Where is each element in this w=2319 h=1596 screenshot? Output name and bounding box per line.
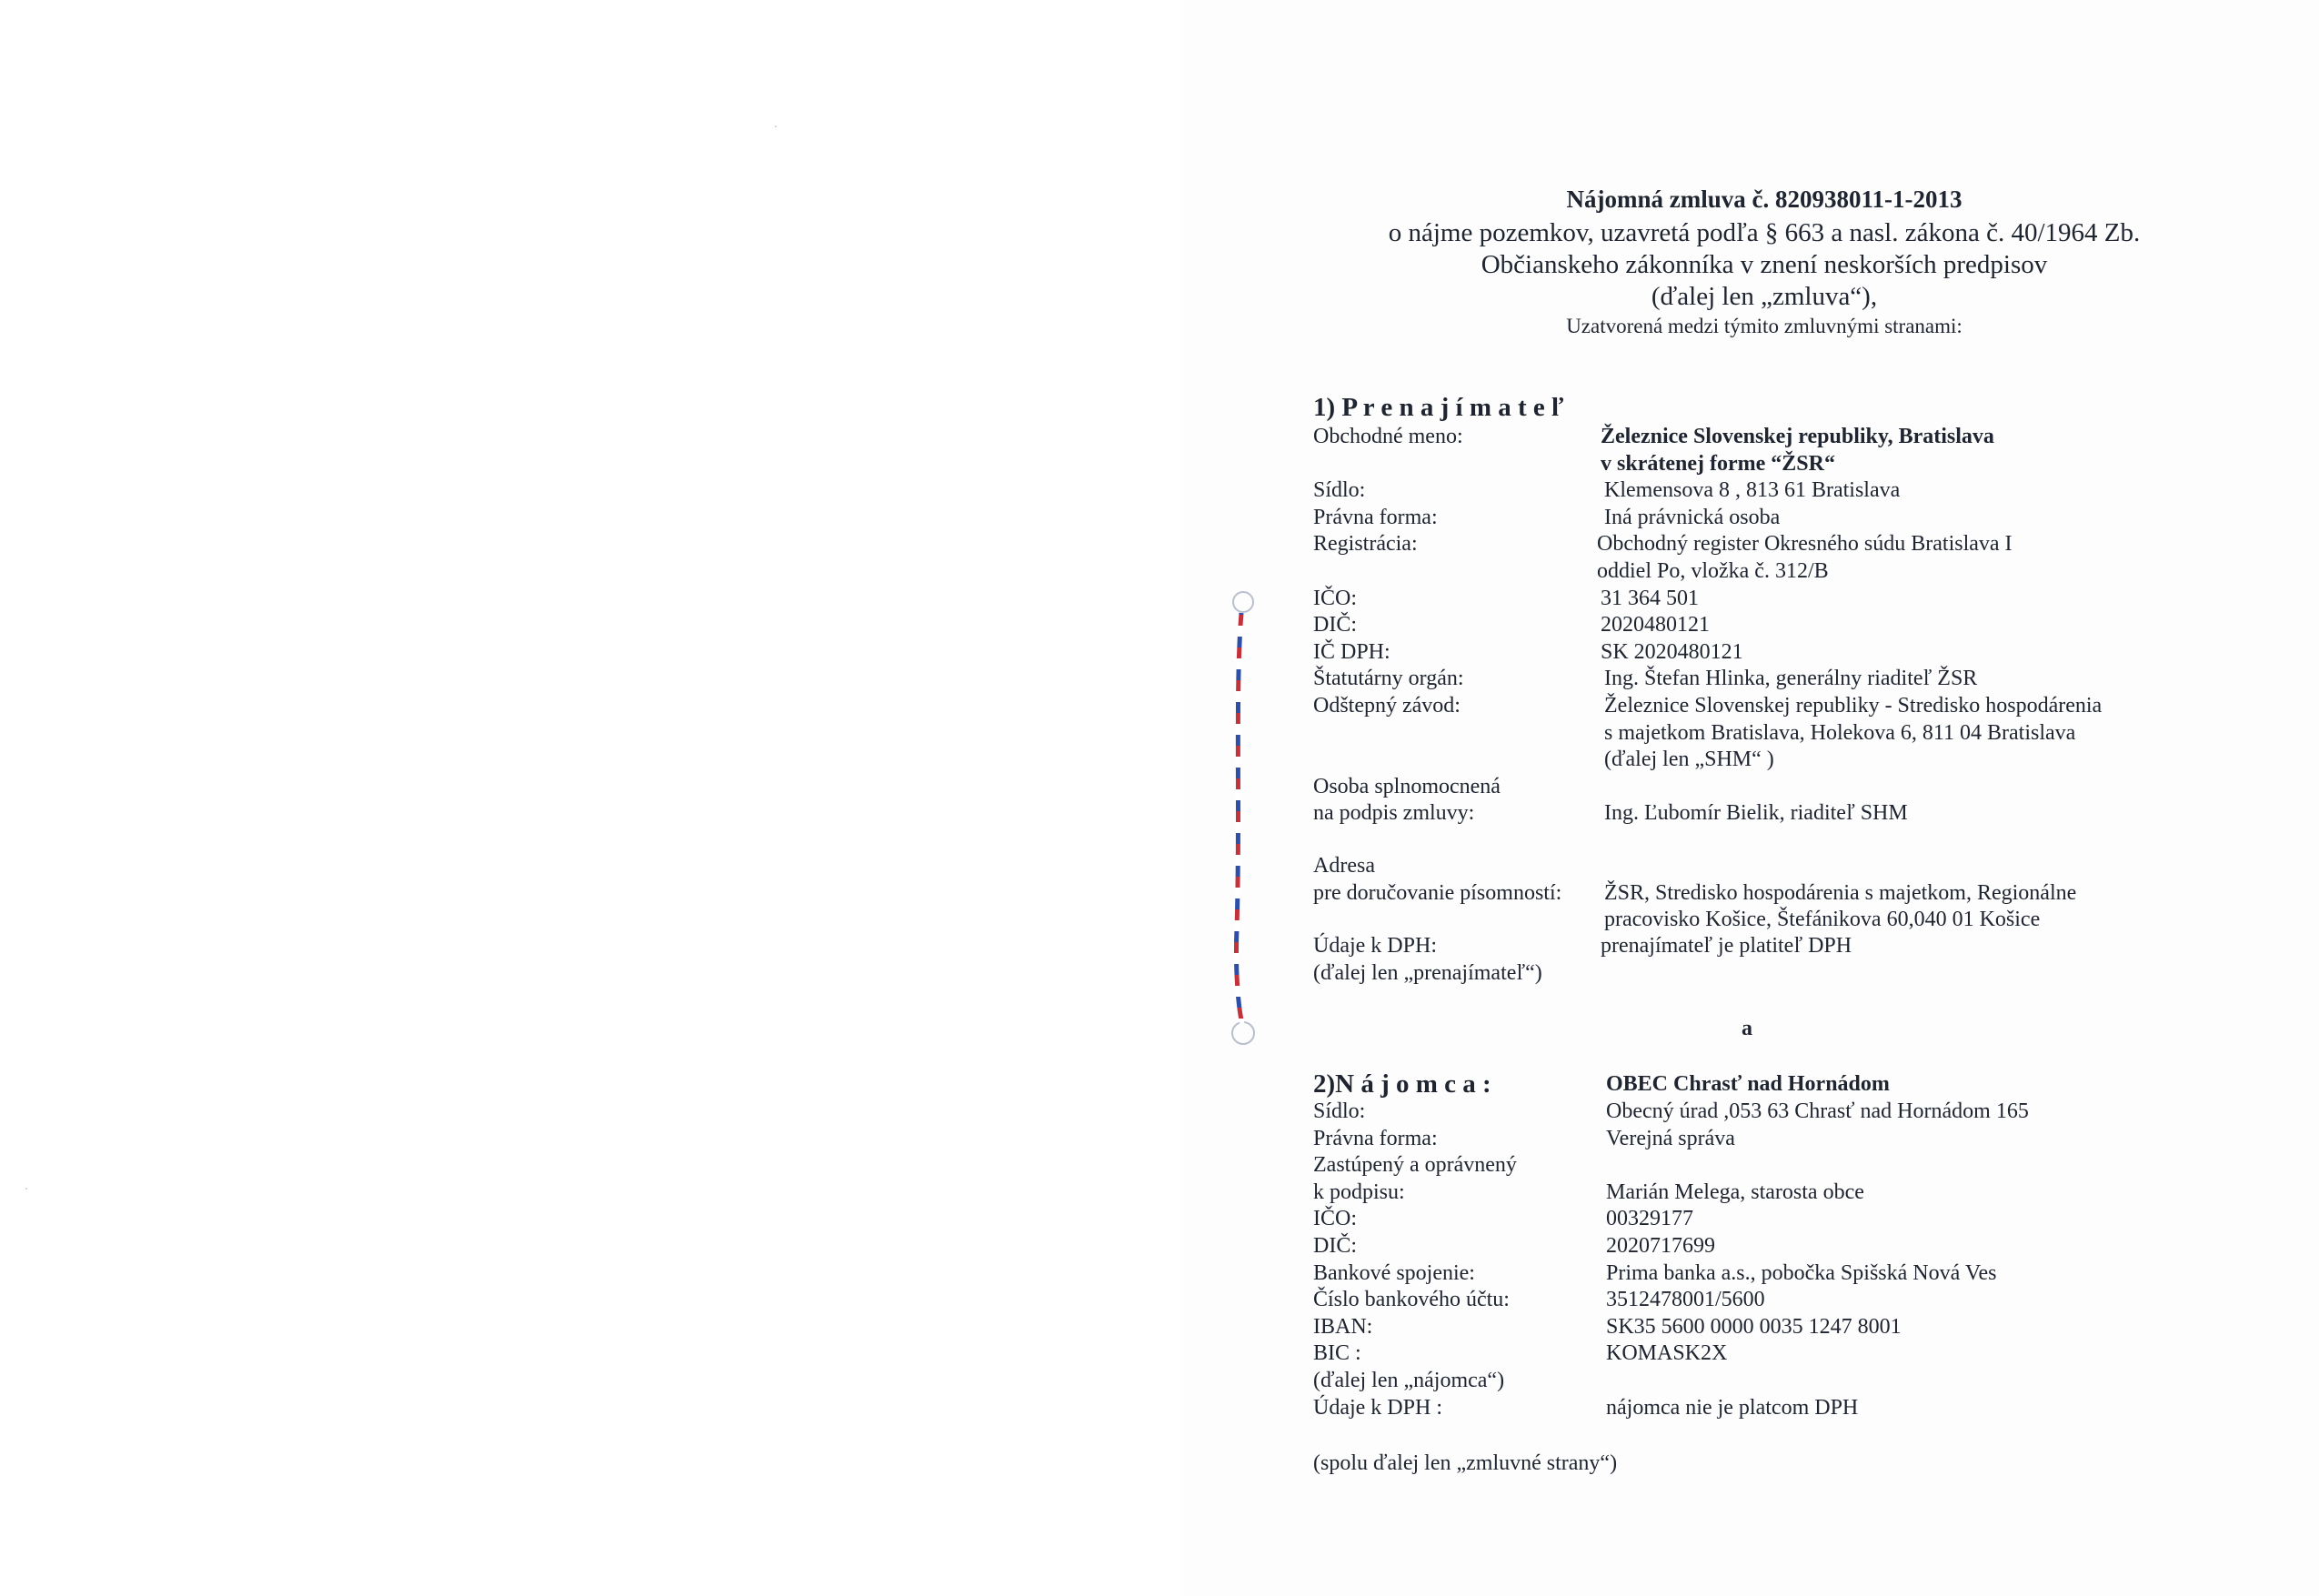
field-label: Zastúpený a oprávnený xyxy=(1313,1153,1517,1177)
field-label: Obchodné meno: xyxy=(1313,425,1463,448)
field-label: IČ DPH: xyxy=(1313,640,1390,664)
field-value: Obchodný register Okresného súdu Bratislava I xyxy=(1597,532,2013,556)
field-value: v skrátenej forme “ŽSR“ xyxy=(1601,452,1835,476)
field-label: Číslo bankového účtu: xyxy=(1313,1288,1510,1311)
field-value: pracovisko Košice, Štefánikova 60,040 01 Košice xyxy=(1604,908,2041,931)
field-value: Ing. Štefan Hlinka, generálny riaditeľ ŽSR xyxy=(1604,667,1978,690)
field-value: 31 364 501 xyxy=(1601,587,1699,610)
field-label: IČO: xyxy=(1313,1207,1357,1230)
field-label: Adresa xyxy=(1313,854,1375,878)
field-label: Údaje k DPH: xyxy=(1313,934,1437,958)
conjunction: a xyxy=(1742,1017,1752,1040)
tenant-heading: 2)N á j o m c a : xyxy=(1313,1069,1491,1099)
field-label: Osoba splnomocnená xyxy=(1313,775,1501,798)
field-label: DIČ: xyxy=(1313,1234,1357,1258)
field-label: IBAN: xyxy=(1313,1315,1373,1339)
scan-speck xyxy=(775,125,777,127)
field-label: BIC : xyxy=(1313,1341,1361,1365)
field-value: Ing. Ľubomír Bielik, riaditeľ SHM xyxy=(1604,801,1908,825)
field-label: k podpisu: xyxy=(1313,1180,1405,1204)
field-value: SK 2020480121 xyxy=(1601,640,1743,664)
field-value: s majetkom Bratislava, Holekova 6, 811 04 Bratislava xyxy=(1604,721,2076,745)
cord-string xyxy=(1236,613,1242,1024)
field-value: Obecný úrad ,053 63 Chrasť nad Hornádom 165 xyxy=(1606,1099,2029,1123)
field-label: IČO: xyxy=(1313,587,1357,610)
field-label: Bankové spojenie: xyxy=(1313,1261,1475,1285)
field-value: prenajímateľ je platiteľ DPH xyxy=(1601,934,1852,958)
field-value: oddiel Po, vložka č. 312/B xyxy=(1597,559,1829,583)
field-value: 00329177 xyxy=(1606,1207,1693,1230)
field-value: 3512478001/5600 xyxy=(1606,1288,1765,1311)
field-value: Marián Melega, starosta obce xyxy=(1606,1180,1864,1204)
header-line-1: o nájme pozemkov, uzavretá podľa § 663 a nasl. zákona č. 40/1964 Zb. xyxy=(1388,218,2141,247)
field-label: pre doručovanie písomností: xyxy=(1313,881,1562,905)
field-value: Klemensova 8 , 813 61 Bratislava xyxy=(1604,478,1901,502)
field-value: 2020717699 xyxy=(1606,1234,1715,1258)
field-label: Odštepný závod: xyxy=(1313,694,1461,718)
field-label: Registrácia: xyxy=(1313,532,1418,556)
field-value: ŽSR, Stredisko hospodárenia s majetkom, Regionálne xyxy=(1604,881,2077,905)
footer-note: (spolu ďalej len „zmluvné strany“) xyxy=(1313,1451,1618,1475)
scan-speck xyxy=(25,1188,27,1189)
field-value: Iná právnická osoba xyxy=(1604,506,1781,529)
field-value: nájomca nie je platcom DPH xyxy=(1606,1396,1859,1420)
field-value: 2020480121 xyxy=(1601,613,1710,637)
document-title: Nájomná zmluva č. 820938011-1-2013 xyxy=(1566,186,1963,213)
field-value: Železnice Slovenskej republiky - Stredisko hospodárenia xyxy=(1604,694,2103,718)
tenant-name: OBEC Chrasť nad Hornádom xyxy=(1606,1072,1890,1096)
field-value: Prima banka a.s., pobočka Spišská Nová Ves xyxy=(1606,1261,1997,1285)
field-value: SK35 5600 0000 0035 1247 8001 xyxy=(1606,1315,1902,1339)
landlord-heading: 1) P r e n a j í m a t e ľ xyxy=(1313,393,1564,422)
field-label: DIČ: xyxy=(1313,613,1357,637)
field-label: Štatutárny orgán: xyxy=(1313,667,1464,690)
punch-hole-top xyxy=(1233,592,1253,612)
header-line-3: (ďalej len „zmluva“), xyxy=(1651,282,1878,311)
field-label: (ďalej len „prenajímateľ“) xyxy=(1313,961,1542,985)
field-label: Údaje k DPH : xyxy=(1313,1396,1442,1420)
field-value: KOMASK2X xyxy=(1606,1341,1728,1365)
field-label: Sídlo: xyxy=(1313,1099,1366,1123)
header-line-4: Uzatvorená medzi týmito zmluvnými stranami: xyxy=(1566,315,1963,337)
field-value: (ďalej len „SHM“ ) xyxy=(1604,748,1774,771)
header-line-2: Občianskeho zákonníka v znení neskorších predpisov xyxy=(1481,250,2048,279)
field-label: Právna forma: xyxy=(1313,1127,1438,1150)
punch-hole-bottom xyxy=(1232,1022,1254,1044)
field-value: Železnice Slovenskej republiky, Bratislava xyxy=(1601,425,1994,448)
field-label: (ďalej len „nájomca“) xyxy=(1313,1369,1505,1392)
field-value: Verejná správa xyxy=(1606,1127,1735,1150)
binding-cord xyxy=(1200,582,1255,1073)
field-label: na podpis zmluvy: xyxy=(1313,801,1475,825)
field-label: Sídlo: xyxy=(1313,478,1366,502)
field-label: Právna forma: xyxy=(1313,506,1438,529)
